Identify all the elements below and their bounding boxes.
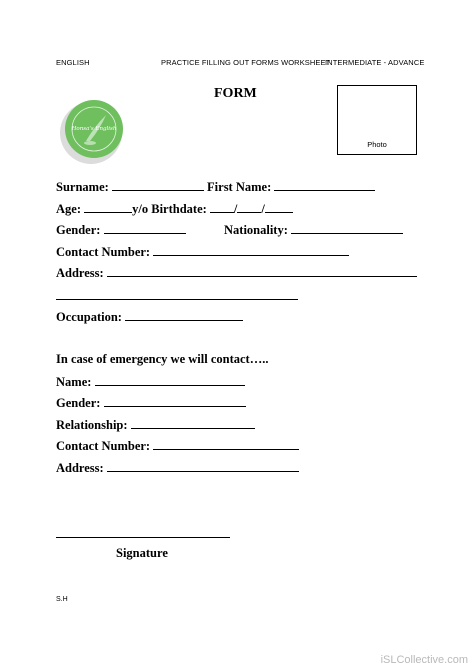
address-continuation-line[interactable] [56, 299, 298, 300]
surname-label: Surname: [56, 180, 109, 194]
emergency-gender-row [56, 395, 246, 410]
emergency-relationship-row [56, 417, 255, 432]
nationality-row [224, 222, 403, 237]
emergency-name-row [56, 374, 245, 389]
date-slash: / [261, 202, 265, 216]
photo-label: Photo [367, 140, 387, 149]
signature-label: Signature [116, 546, 168, 560]
address-label: Address: [56, 266, 104, 280]
date-slash: / [233, 202, 238, 216]
occupation-row [56, 309, 243, 324]
signature-line[interactable] [56, 537, 230, 538]
emergency-gender-label: Gender: [56, 396, 101, 410]
emergency-contact-number-field[interactable] [153, 438, 299, 450]
emergency-relationship-field[interactable] [131, 417, 255, 429]
age-row [56, 201, 293, 216]
gender-field[interactable] [104, 222, 186, 234]
age-suffix: y/o [132, 202, 149, 216]
first-name-field[interactable] [274, 179, 375, 191]
address-field[interactable] [107, 265, 417, 277]
photo-box[interactable] [337, 85, 417, 155]
page-title: FORM [214, 86, 257, 101]
birth-month-field[interactable] [237, 201, 261, 213]
contact-number-field[interactable] [153, 244, 349, 256]
header-level: INTERMEDIATE - ADVANCE [325, 58, 425, 67]
emergency-address-label: Address: [56, 461, 104, 475]
emergency-name-label: Name: [56, 375, 92, 389]
age-field[interactable] [84, 201, 132, 213]
age-label: Age: [56, 202, 81, 216]
surname-row [56, 179, 375, 194]
svg-text:Honsa's English: Honsa's English [71, 126, 117, 132]
emergency-gender-field[interactable] [104, 395, 246, 407]
gender-row [56, 222, 186, 237]
nationality-field[interactable] [291, 222, 403, 234]
surname-field[interactable] [112, 179, 204, 191]
contact-number-row [56, 244, 349, 259]
header-worksheet-title: PRACTICE FILLING OUT FORMS WORKSHEET [161, 58, 331, 67]
emergency-contact-number-label: Contact Number: [56, 439, 151, 453]
birth-day-field[interactable] [210, 201, 234, 213]
contact-number-label: Contact Number: [56, 245, 151, 259]
gender-label: Gender: [56, 223, 101, 237]
emergency-address-field[interactable] [107, 460, 299, 472]
address-row [56, 265, 417, 280]
emergency-relationship-label: Relationship: [56, 418, 128, 432]
logo-seal [56, 97, 130, 165]
emergency-name-field[interactable] [95, 374, 245, 386]
first-name-label: First Name: [207, 180, 272, 194]
occupation-field[interactable] [125, 309, 243, 321]
nationality-label: Nationality: [224, 223, 288, 237]
emergency-heading: In case of emergency we will contact….. [56, 352, 269, 366]
footer-initials: S.H [56, 596, 68, 603]
watermark: iSLCollective.com [380, 654, 468, 666]
emergency-address-row [56, 460, 299, 475]
occupation-label: Occupation: [56, 310, 122, 324]
birth-year-field[interactable] [265, 201, 293, 213]
emergency-contact-number-row [56, 438, 299, 453]
header-subject: ENGLISH [56, 58, 90, 67]
birthdate-label: Birthdate: [151, 202, 207, 216]
